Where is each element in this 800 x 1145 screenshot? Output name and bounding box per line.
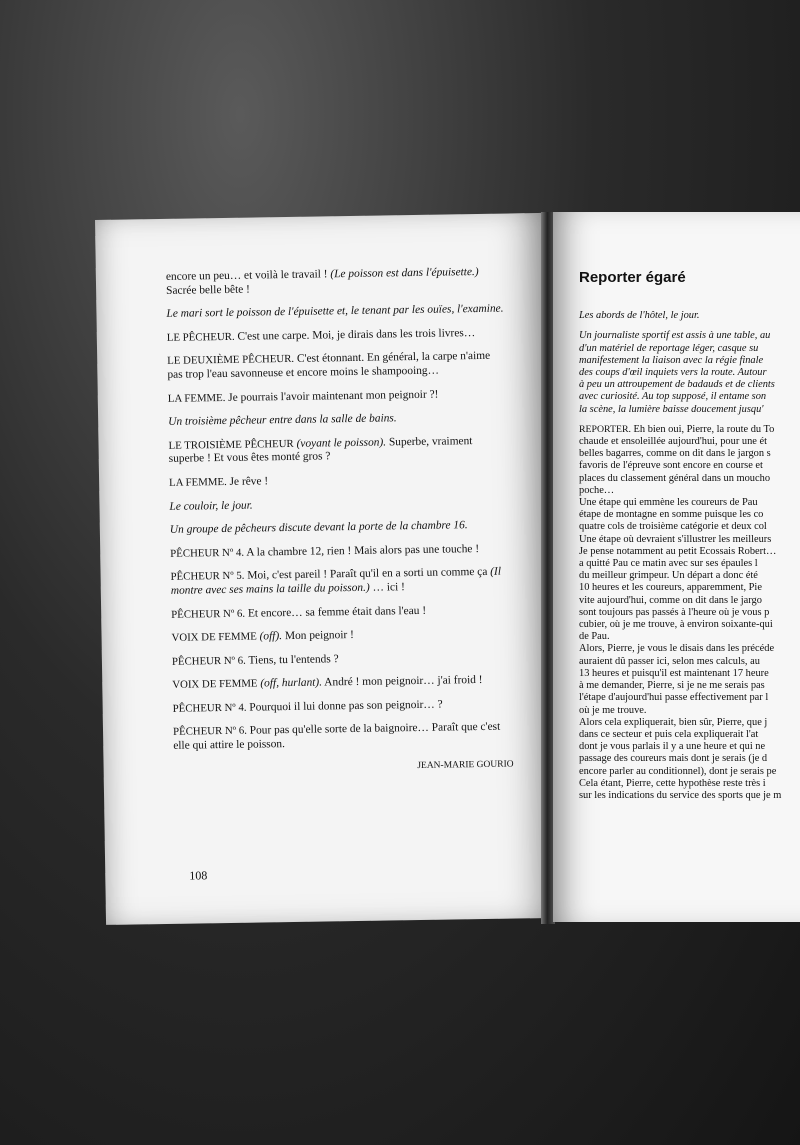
body-text: Cela étant, Pierre, cette hypothèse reste très i: [579, 777, 766, 789]
stage-direction: Le couloir, le jour.: [169, 499, 253, 513]
stage-line: à peu un attroupement de badauds et de clients: [579, 379, 775, 391]
paragraph-text: Tiens, tu l'entends ?: [245, 652, 339, 667]
body-line: [579, 424, 800, 436]
body-line: [579, 619, 800, 631]
stage-direction: Un groupe de pêcheurs discute devant la porte de la chambre 16.: [169, 519, 468, 536]
dialogue-paragraph: [166, 266, 506, 299]
body-line: [579, 692, 800, 704]
body-text: étape de montagne en somme puisque les co: [579, 509, 764, 521]
speaker-name: PÊCHEUR Nº 6.: [172, 725, 247, 739]
body-line: [579, 448, 800, 460]
left-page-text: [166, 266, 514, 778]
stage-line: Un journaliste sportif est assis à une table, au: [579, 330, 771, 342]
body-text: chaude et ensoleillée aujourd'hui, pour une ét: [579, 436, 767, 448]
book-spread: [95, 212, 800, 924]
speaker-name: REPORTER.: [579, 423, 631, 435]
paragraph-text: Superbe, vraiment superbe ! Et vous êtes monté gros ?: [168, 434, 473, 466]
body-line: [579, 521, 800, 533]
body-text: auraient dû passer ici, selon mes calculs, au: [579, 655, 760, 667]
dialogue-paragraph: [168, 387, 508, 406]
paragraph-text: … ici !: [369, 581, 405, 594]
body-line: [579, 595, 800, 607]
body-text: favoris de l'épreuve sont encore en course et: [579, 460, 763, 472]
body-text: où je me trouve.: [579, 704, 647, 716]
dialogue-paragraph: [168, 434, 508, 467]
speaker-stage-direction: (off, hurlant).: [257, 676, 323, 690]
body-text: vite aujourd'hui, comme on dit dans le jargo: [579, 594, 762, 606]
body-line: [579, 680, 800, 692]
body-line: [579, 729, 800, 741]
body-line: [579, 570, 800, 582]
body-line: [579, 668, 800, 680]
body-line: [579, 582, 800, 594]
dialogue-paragraph: [167, 326, 507, 345]
stage-direction: Le mari sort le poisson de l'épuisette et, le tenant par les ouïes, l'examine.: [166, 302, 504, 321]
body-text: Alors, Pierre, je vous le disais dans les précéde: [579, 643, 775, 655]
paragraph-text: Je pourrais l'avoir maintenant mon peignoir ?!: [225, 388, 439, 404]
body-text: passage des coureurs mais dont je serais (je d: [579, 753, 768, 765]
dialogue-paragraph: [170, 542, 510, 561]
body-line: [579, 753, 800, 765]
body-line: [579, 643, 800, 655]
stage-line: la scène, la lumière baisse doucement jusqu': [579, 403, 764, 415]
body-text: poche…: [579, 484, 615, 496]
right-page-stage-direction: [579, 330, 800, 415]
dialogue-paragraph: [172, 674, 512, 693]
body-line: [579, 534, 800, 546]
speaker-name: VOIX DE FEMME: [172, 677, 258, 692]
body-line: [579, 546, 800, 558]
body-text: cubier, où je me trouve, à environ soixante-qui: [579, 619, 773, 631]
body-line: [579, 607, 800, 619]
dialogue-paragraph: [170, 519, 510, 538]
dialogue-paragraph: [171, 566, 511, 599]
speaker-stage-direction: (voyant le poisson).: [293, 436, 387, 450]
paragraph-text: encore un peu… et voilà le travail !: [165, 268, 331, 283]
speaker-name: LE PÊCHEUR.: [166, 330, 235, 344]
body-line: [579, 473, 800, 485]
body-text: sont toujours pas passés à l'heure où je vous p: [579, 606, 770, 618]
body-text: dont je vous parlais il y a une heure et qui ne: [579, 741, 766, 753]
right-page-setting: Les abords de l'hôtel, le jour.: [579, 310, 700, 322]
speaker-name: LA FEMME.: [169, 475, 227, 489]
paragraph-text: Sacrée belle bête !: [166, 283, 250, 297]
stage-line: manifestement la liaison avec la régie finale: [579, 354, 764, 366]
speaker-name: LE TROISIÈME PÊCHEUR: [168, 437, 294, 452]
body-text: du meilleur grimpeur. Un départ a donc été: [579, 570, 758, 582]
right-page-body: [579, 424, 800, 802]
dialogue-paragraph: [168, 411, 508, 430]
speaker-name: PÊCHEUR Nº 4.: [170, 546, 245, 560]
speaker-name: PÊCHEUR Nº 4.: [172, 701, 247, 715]
body-text: Une étape qui emmène les coureurs de Pau: [579, 497, 758, 509]
dialogue-paragraph: [169, 495, 509, 514]
dialogue-paragraph: [171, 627, 511, 646]
body-text: belles bagarres, comme on dit dans le jargon s: [579, 448, 771, 460]
body-text: a quitté Pau ce matin avec sur ses épaules l: [579, 558, 758, 570]
body-line: [579, 460, 800, 472]
body-line: [579, 766, 800, 778]
paragraph-text: A la chambre 12, rien ! Mais alors pas une touche !: [243, 542, 480, 559]
page-number: 108: [189, 868, 208, 883]
speaker-name: PÊCHEUR Nº 6.: [171, 607, 246, 621]
body-line: [579, 485, 800, 497]
body-line: [579, 778, 800, 790]
body-text: Je pense notamment au petit Ecossais Robert…: [579, 545, 777, 557]
paragraph-text: C'est une carpe. Moi, je dirais dans les trois livres…: [234, 326, 476, 343]
dialogue-paragraph: [172, 650, 512, 669]
body-text: Alors cela expliquerait, bien sûr, Pierre, que j: [579, 716, 768, 728]
body-text: 10 heures et les coureurs, apparemment, Pie: [579, 582, 762, 594]
dialogue-paragraph: [169, 471, 509, 490]
body-text: quatre cols de troisième catégorie et deux col: [579, 521, 767, 533]
body-text: 13 heures et puisqu'il est maintenant 17 heure: [579, 667, 769, 679]
paragraph-text: Moi, c'est pareil ! Paraît qu'il en a sorti un comme ça: [244, 566, 491, 583]
body-line: [579, 790, 800, 802]
body-text: encore parler au conditionnel), dont je serais pe: [579, 765, 777, 777]
dialogue-paragraph: [173, 721, 513, 754]
speaker-stage-direction: (off).: [256, 630, 283, 643]
paragraph-text: Je rêve !: [226, 475, 269, 488]
dialogue-paragraph: [173, 697, 513, 716]
right-page-title: Reporter égaré: [579, 269, 686, 286]
body-line: [579, 705, 800, 717]
body-text: Une étape où devraient s'illustrer les meilleurs: [579, 533, 772, 545]
speaker-name: LA FEMME.: [167, 391, 226, 405]
stage-line: avec curiosité. Au top supposé, il entame son: [579, 391, 767, 403]
dialogue-paragraph: [166, 303, 506, 322]
speaker-name: PÊCHEUR Nº 6.: [171, 654, 246, 668]
right-page: [553, 212, 800, 922]
paragraph-text: Mon peignoir !: [281, 629, 354, 643]
stage-line: d'un matériel de reportage léger, casque su: [579, 342, 759, 354]
body-line: [579, 436, 800, 448]
stage-direction: (Le poisson est dans l'épuisette.): [330, 265, 479, 281]
right-page-text: [579, 269, 800, 810]
speaker-name: PÊCHEUR Nº 5.: [170, 570, 245, 584]
body-text: Eh bien oui, Pierre, la route du To: [630, 423, 775, 435]
speaker-name: VOIX DE FEMME: [171, 630, 257, 644]
body-line: [579, 741, 800, 753]
speaker-name: LE DEUXIÈME PÊCHEUR.: [167, 353, 295, 368]
paragraph-text: Pourquoi il lui donne pas son peignoir… ?: [246, 698, 443, 714]
author-signature: JEAN-MARIE GOURIO: [417, 759, 514, 771]
paragraph-text: Pour pas qu'elle sorte de la baignoire… Paraît que c'est elle qui attire le poisson.: [173, 721, 501, 752]
body-line: [579, 656, 800, 668]
body-text: places du classement général dans un moucho: [579, 472, 771, 484]
stage-direction: (Il montre avec ses mains la taille du poisson.): [170, 565, 502, 597]
body-line: [579, 497, 800, 509]
body-text: l'étape d'aujourd'hui passe effectivement par l: [579, 692, 769, 704]
dialogue-paragraph: [171, 603, 511, 622]
body-text: dans ce secteur et puis cela expliquerait l'at: [579, 728, 759, 740]
left-page: [95, 213, 556, 925]
paragraph-text: C'est étonnant. En général, la carpe n'aime pas trop l'eau savonneuse et encore moins le shampooing…: [167, 350, 491, 381]
body-line: [579, 631, 800, 643]
body-text: sur les indications du service des sports que je m: [579, 789, 782, 801]
paragraph-text: André ! mon peignoir… j'ai froid !: [321, 674, 483, 689]
body-text: de Pau.: [579, 631, 610, 643]
body-text: à me demander, Pierre, si je ne me serais pas: [579, 680, 765, 692]
dialogue-paragraph: [167, 350, 507, 383]
body-line: [579, 717, 800, 729]
stage-line: des coups d'œil inquiets vers la route. Autour: [579, 367, 767, 379]
body-line: [579, 509, 800, 521]
stage-direction: Un troisième pêcheur entre dans la salle de bains.: [168, 412, 397, 429]
paragraph-text: Et encore… sa femme était dans l'eau !: [244, 604, 427, 620]
body-line: [579, 558, 800, 570]
